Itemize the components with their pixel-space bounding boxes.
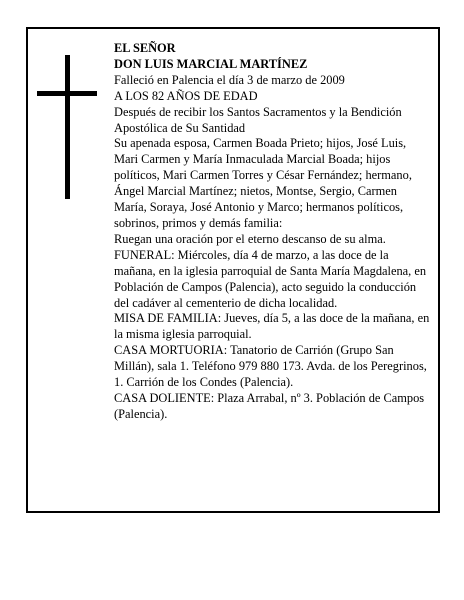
title-line-1: EL SEÑOR: [114, 41, 176, 55]
deceased-name: DON LUIS MARCIAL MARTÍNEZ: [114, 56, 308, 71]
age-line: A LOS 82 AÑOS DE EDAD: [114, 88, 258, 103]
obituary-notice: [26, 27, 440, 513]
cross-vertical-bar: [65, 55, 70, 199]
funeral-info: FUNERAL: Miércoles, día 4 de marzo, a las doce de la mañana, en la iglesia parroquial de Santa María Magdalena, en Población de Campos (Palencia), acto seguido la conducción del cadáver al cementerio de dicha localidad.: [114, 247, 427, 310]
sacraments-line: Después de recibir los Santos Sacramentos y la Bendición Apostólica de Su Santidad: [114, 104, 402, 135]
cross-icon: [37, 55, 97, 199]
family-mass-info: MISA DE FAMILIA: Jueves, día 5, a las doce de la mañana, en la misma iglesia parroquial.: [114, 311, 430, 342]
family-list: Su apenada esposa, Carmen Boada Prieto; hijos, José Luis, Mari Carmen y María Inmaculada Marcial Boada; hijos políticos, Mari Carmen Torres y César Fernández; hermano, Ángel Marcial Martínez; nietos, Montse, Sergio, Carmen María, Soraya, José Antonio y Marco; hermanos políticos, sobrinos, primos y demás familia:: [114, 136, 412, 230]
death-date: Falleció en Palencia el día 3 de marzo de 2009: [114, 72, 345, 87]
prayer-request: Ruegan una oración por el eterno descanso de su alma.: [114, 231, 386, 246]
cross-horizontal-bar: [37, 91, 97, 96]
funeral-home-info: CASA MORTUORIA: Tanatorio de Carrión (Grupo San Millán), sala 1. Teléfono 979 880 173. Avda. de los Peregrinos, 1. Carrión de los Condes (Palencia).: [114, 343, 427, 390]
mourning-home-info: CASA DOLIENTE: Plaza Arrabal, nº 3. Población de Campos (Palencia).: [114, 390, 425, 421]
obituary-text: [114, 41, 430, 423]
